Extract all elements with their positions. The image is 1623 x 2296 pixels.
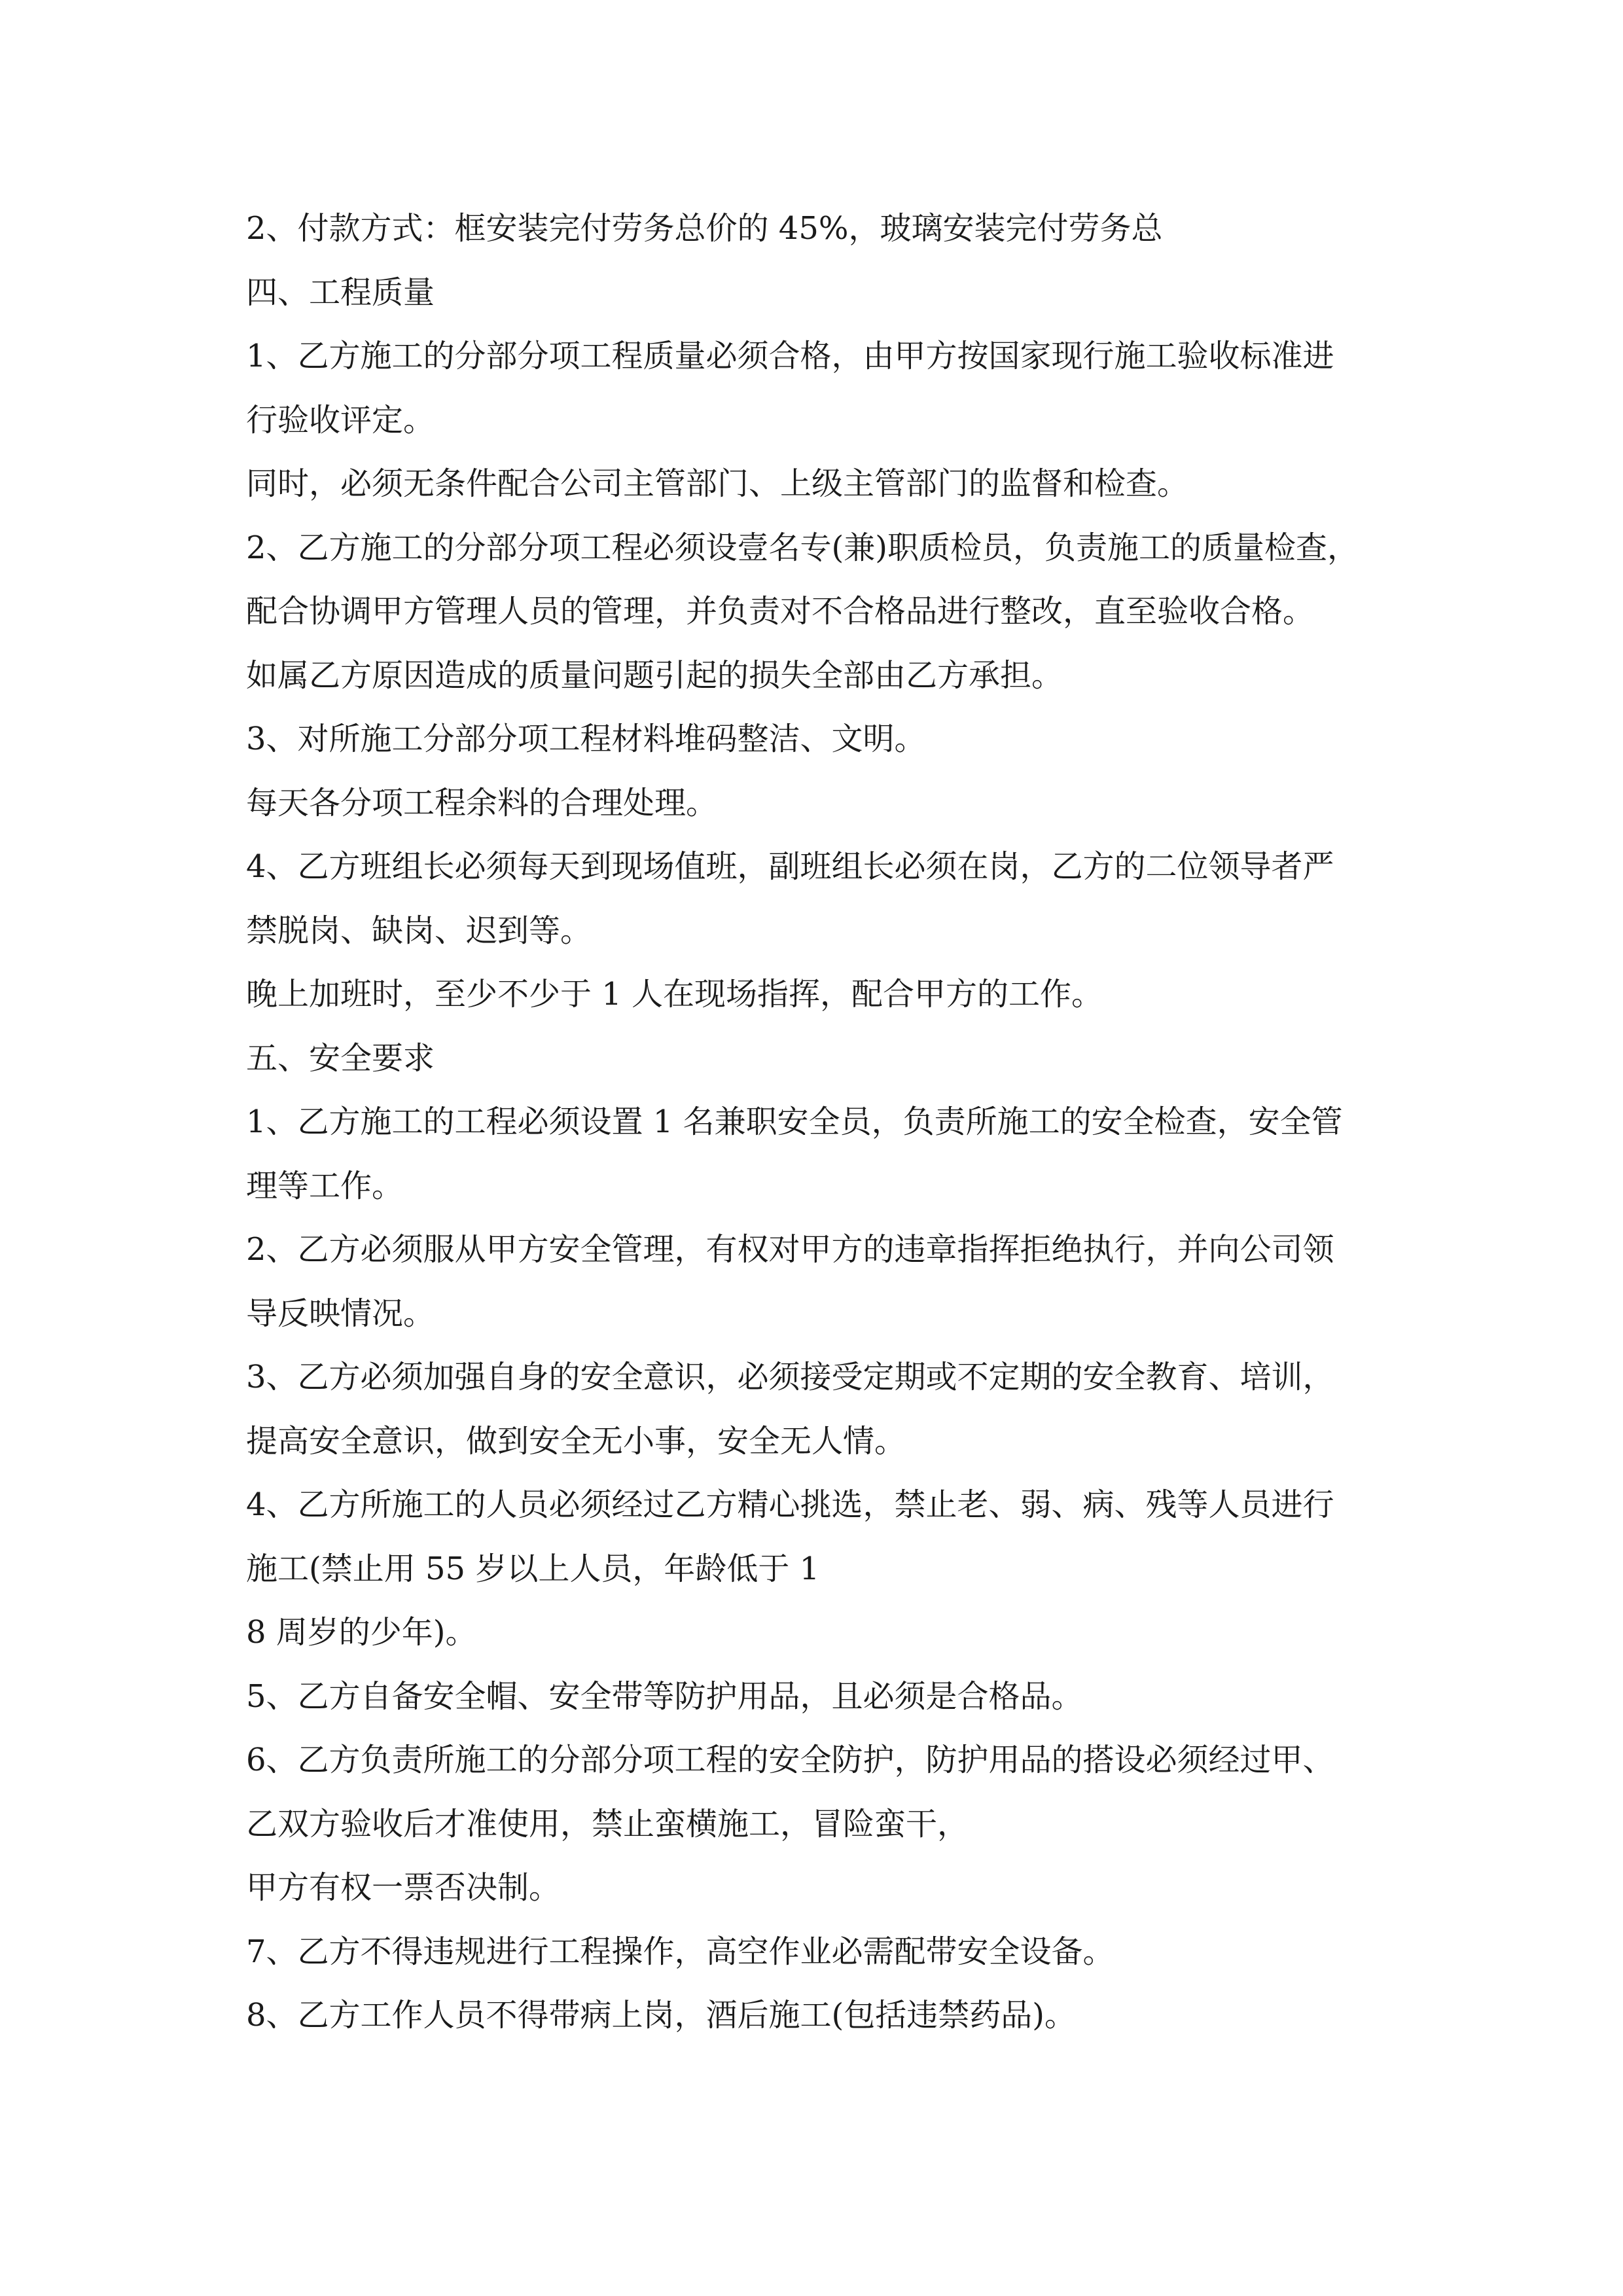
text-line: 行验收评定。 [246, 401, 435, 439]
text-line: 5、乙方自备安全帽、安全带等防护用品，且必须是合格品。 [246, 1677, 1083, 1715]
document-body [246, 208, 1385, 2059]
text-line: 甲方有权一票否决制。 [246, 1869, 561, 1906]
text-line: 3、乙方必须加强自身的安全意识，必须接受定期或不定期的安全教育、培训， [246, 1359, 1334, 1395]
text-line: 晚上加班时，至少不少于 1 人在现场指挥，配合甲方的工作。 [246, 976, 1103, 1013]
section-heading: 五、安全要求 [246, 1039, 435, 1077]
text-line: 配合协调甲方管理人员的管理，并负责对不合格品进行整改，直至验收合格。 [246, 593, 1315, 630]
text-line: 2、付款方式：框安装完付劳务总价的 45%，玻璃安装完付劳务总 [246, 210, 1163, 247]
text-line: 4、乙方班组长必须每天到现场值班，副班组长必须在岗，乙方的二位领导者严 [246, 848, 1334, 885]
text-line: 7、乙方不得违规进行工程操作，高空作业必需配带安全设备。 [246, 1933, 1115, 1970]
text-line: 2、乙方施工的分部分项工程必须设壹名专(兼)职质检员，负责施工的质量检查， [246, 529, 1359, 566]
text-line: 2、乙方必须服从甲方安全管理，有权对甲方的违章指挥拒绝执行，并向公司领 [246, 1231, 1334, 1268]
text-line: 8、乙方工作人员不得带病上岗，酒后施工(包括违禁药品)。 [246, 1997, 1076, 2034]
text-line: 8 周岁的少年)。 [246, 1614, 477, 1651]
text-line: 理等工作。 [246, 1167, 404, 1204]
section-heading: 四、工程质量 [246, 274, 435, 311]
text-line: 乙双方验收后才准使用，禁止蛮横施工，冒险蛮干， [246, 1805, 969, 1842]
text-line: 提高安全意识，做到安全无小事，安全无人情。 [246, 1422, 906, 1460]
text-line: 禁脱岗、缺岗、迟到等。 [246, 912, 592, 949]
text-line: 6、乙方负责所施工的分部分项工程的安全防护，防护用品的搭设必须经过甲、 [246, 1742, 1334, 1778]
text-line: 每天各分项工程余料的合理处理。 [246, 784, 718, 821]
text-line: 同时，必须无条件配合公司主管部门、上级主管部门的监督和检查。 [246, 465, 1189, 502]
text-line: 1、乙方施工的工程必须设置 1 名兼职安全员，负责所施工的安全检查，安全管 [246, 1103, 1343, 1140]
text-line: 施工(禁止用 55 岁以上人员，年龄低于 1 [246, 1550, 820, 1587]
text-line: 4、乙方所施工的人员必须经过乙方精心挑选，禁止老、弱、病、残等人员进行 [246, 1486, 1334, 1523]
text-line: 导反映情况。 [246, 1295, 435, 1332]
text-line: 3、对所施工分部分项工程材料堆码整洁、文明。 [246, 721, 926, 757]
text-line: 1、乙方施工的分部分项工程质量必须合格，由甲方按国家现行施工验收标准进 [246, 338, 1334, 374]
text-line: 如属乙方原因造成的质量问题引起的损失全部由乙方承担。 [246, 656, 1063, 694]
